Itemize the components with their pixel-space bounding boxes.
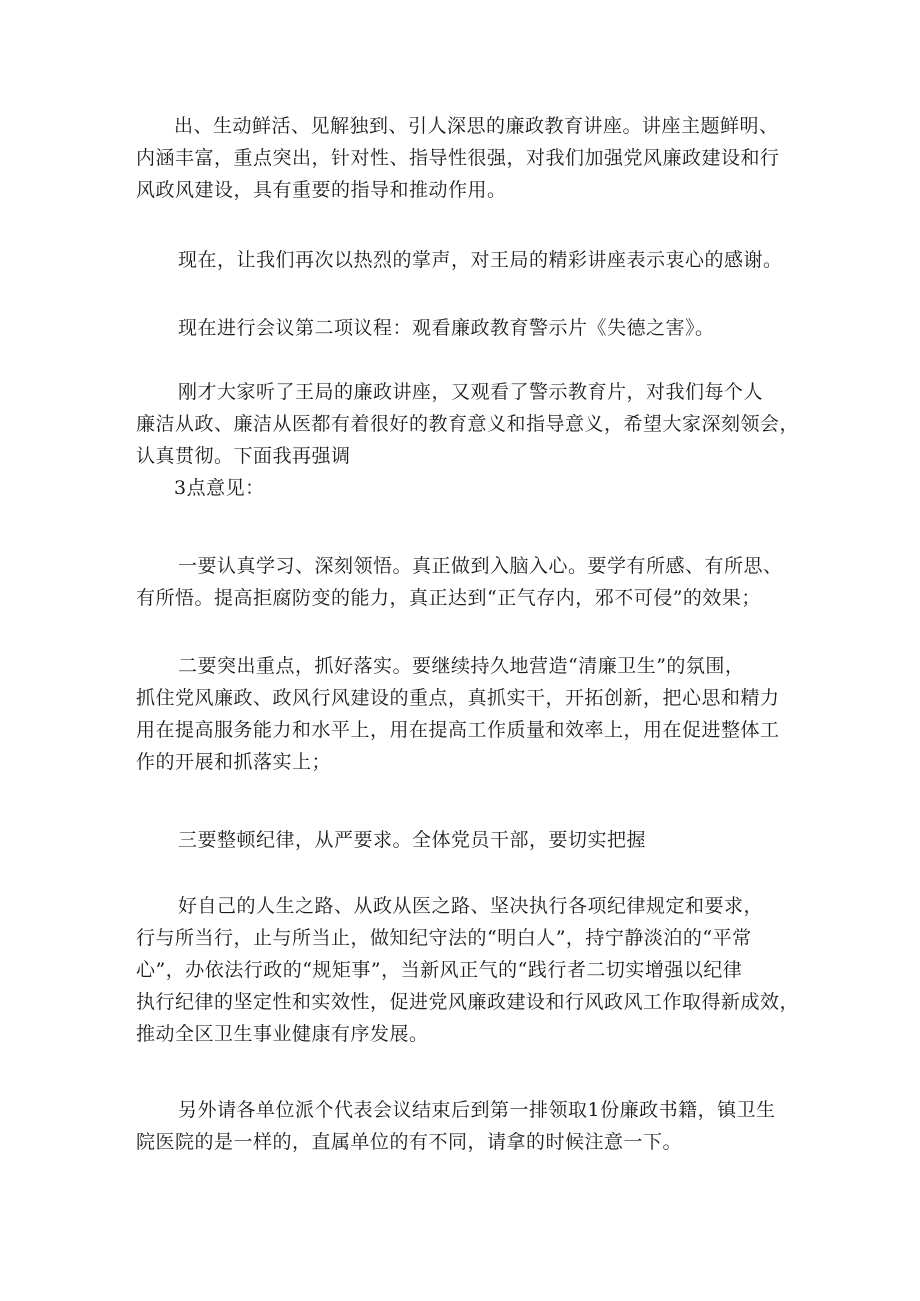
text-line: 执行纪律的坚定性和实效性，促进党风廉政建设和行风政风工作取得新成效，: [136, 991, 800, 1013]
text-line: 内涵丰富，重点突出，针对性、指导性很强，对我们加强党风廉政建设和行: [136, 147, 780, 169]
text-line: 风政风建设，具有重要的指导和推动作用。: [136, 179, 507, 201]
paragraph-point-two: [136, 650, 796, 778]
text-line: 有所悟。提高拒腐防变的能力，真正达到“正气存内，邪不可侵”的效果；: [136, 587, 761, 609]
text-line: 3点意见：: [174, 477, 265, 499]
text-line: 三要整顿纪律，从严要求。全体党员干部，要切实把握: [178, 829, 647, 851]
text-line: 现在进行会议第二项议程：观看廉政教育警示片《失德之害》。: [178, 317, 715, 339]
text-line: 好自己的人生之路、从政从医之路、坚决执行各项纪律规定和要求，: [178, 895, 764, 917]
text-line: 心”，办依法行政的“规矩事”，当新风正气的“践行者二切实增强以纪律: [136, 959, 743, 981]
text-line: 二要突出重点，抓好落实。要继续持久地营造“清廉卫生”的氛围，: [178, 655, 745, 677]
paragraph-point-one: [136, 550, 796, 614]
paragraph-point-three-continued: [136, 890, 800, 1050]
paragraph-lecture-summary: [136, 110, 796, 206]
paragraph-book-distribution: [136, 1094, 796, 1158]
text-line: 推动全区卫生事业健康有序发展。: [136, 1023, 429, 1045]
paragraph-emphasis-intro: [136, 376, 800, 504]
text-line: 现在，让我们再次以热烈的掌声，对王局的精彩讲座表示衷心的感谢。: [178, 249, 783, 271]
text-line: 院医院的是一样的，直属单位的有不同，请拿的时候注意一下。: [136, 1131, 683, 1153]
text-line: 抓住党风廉政、政风行风建设的重点，真抓实干，开拓创新，把心思和精力: [136, 687, 780, 709]
text-line: 刚才大家听了王局的廉政讲座，又观看了警示教育片，对我们每个人: [178, 381, 764, 403]
text-line: 作的开展和抓落实上；: [136, 751, 332, 773]
text-line: 出、生动鲜活、见解独到、引人深思的廉政教育讲座。讲座主题鲜明、: [174, 115, 779, 137]
text-line: 廉洁从政、廉洁从医都有着很好的教育意义和指导意义，希望大家深刻领会，: [136, 413, 800, 435]
paragraph-point-three: [136, 824, 796, 856]
text-line: 行与所当行，止与所当止，做知纪守法的“明白人”，持宁静淡泊的“平常: [136, 927, 752, 949]
text-line: 用在提高服务能力和水平上，用在提高工作质量和效率上，用在促进整体工: [136, 719, 780, 741]
paragraph-thanks: [136, 244, 796, 276]
paragraph-agenda-two: [136, 312, 796, 344]
text-line: 认真贯彻。下面我再强调: [136, 445, 351, 467]
text-line: 一要认真学习、深刻领悟。真正做到入脑入心。要学有所感、有所思、: [178, 555, 783, 577]
text-line: 另外请各单位派个代表会议结束后到第一排领取1份廉政书籍，镇卫生: [178, 1099, 776, 1121]
